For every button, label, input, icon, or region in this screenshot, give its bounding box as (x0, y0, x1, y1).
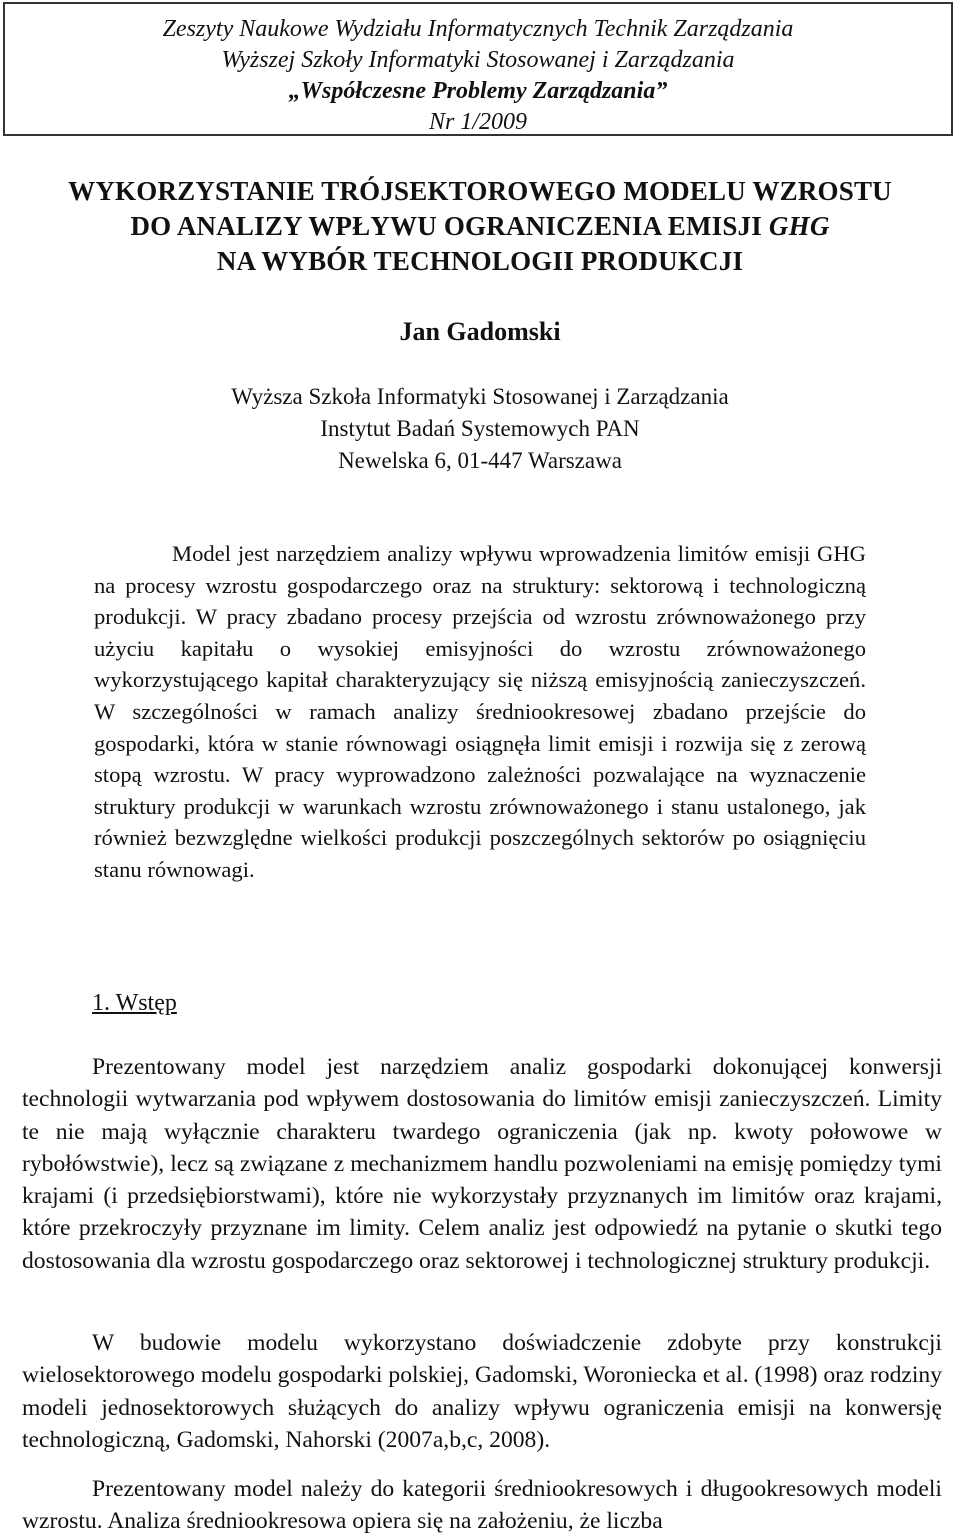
paragraph (22, 1473, 942, 1538)
journal-header (3, 2, 953, 136)
affiliation (0, 381, 960, 477)
abstract-text: Model jest narzędziem analizy wpływu wprowadzenia limitów emisji GHG na procesy wzrostu gospodarczego oraz na struktury: sektorową i technologiczną produkcji. W pracy zbadano procesy przejścia od wzrostu zrównoważonego przy użyciu kapitału o wysokiej emisyjności do wzrostu zrównoważonego wykorzystującego kapitał charakteryzujący się niższą emisyjnością zanieczyszczeń. W szczególności w ramach analizy średniookresowej zbadano przejście do gospodarki, która w stanie równowagi osiągnęła limit emisji i rozwija się z zerową stopą wzrostu. W pracy wyprowadzono zależności pozwalające na wyznaczenie struktury produkcji w warunkach wzrostu zrównoważonego i stanu ustalonego, jak również bezwzględne wielkości produkcji poszczególnych sektorów po osiągnięciu stanu równowagi. (94, 541, 866, 882)
paper-title (0, 174, 960, 279)
section-heading: 1. Wstęp (92, 990, 177, 1016)
series-name: „Współczesne Problemy Zarządzania” (288, 78, 668, 104)
paragraph-text: Prezentowany model należy do kategorii średniookresowych i długookresowych modeli wzrostu. Analiza średniookresowa opiera się na założeniu, że liczba (22, 1476, 942, 1535)
paragraph (22, 1327, 942, 1456)
author-name: Jan Gadomski (399, 317, 561, 346)
journal-name: Zeszyty Naukowe Wydziału Informatycznych Technik Zarządzania (162, 16, 794, 42)
title-line-2 (0, 209, 960, 244)
abstract (94, 538, 866, 886)
issue-number: Nr 1/2009 (428, 109, 527, 135)
affiliation-line-1: Wyższa Szkoła Informatyki Stosowanej i Zarządzania (231, 384, 729, 409)
title-line-3: NA WYBÓR TECHNOLOGII PRODUKCJI (216, 246, 744, 276)
title-line-2-text: DO ANALIZY WPŁYWU OGRANICZENIA EMISJI (130, 211, 769, 241)
paragraph-text: W budowie modelu wykorzystano doświadczenie zdobyte przy konstrukcji wielosektorowego modelu gospodarki polskiej, Gadomski, Woroniecka et al. (1998) oraz rodziny modeli jednosektorowych służących do analizy wpływu ograniczenia emisji na konwersję technologiczną, Gadomski, Nahorski (2007a,b,c, 2008). (22, 1330, 942, 1453)
paragraph-text: Prezentowany model jest narzędziem analiz gospodarki dokonującej konwersji technologii wytwarzania pod wpływem dostosowania do limitów emisji zanieczyszczeń. Limity te nie mają wyłącznie charakteru twardego ograniczenia (jak np. kwoty połowowe w rybołówstwie), lecz są związane z mechanizmem handlu pozwoleniami na emisję pomiędzy tymi krajami (i przedsiębiorstwami), które nie wykorzystały przyznanych im limitów oraz krajami, które przekroczyły przyznane im limity. Celem analiz jest odpowiedź na pytanie o skutki tego dostosowania dla wzrostu gospodarczego oraz sektorowej i technologicznej struktury produkcji. (22, 1054, 942, 1274)
school-name: Wyższej Szkoły Informatyki Stosowanej i Zarządzania (221, 47, 735, 73)
title-line-2-ghg: GHG (768, 211, 830, 241)
paragraph (22, 1051, 942, 1277)
affiliation-line-3: Newelska 6, 01-447 Warszawa (338, 448, 622, 473)
affiliation-line-2: Instytut Badań Systemowych PAN (320, 416, 640, 441)
title-line-1: WYKORZYSTANIE TRÓJSEKTOROWEGO MODELU WZROSTU (68, 176, 892, 206)
